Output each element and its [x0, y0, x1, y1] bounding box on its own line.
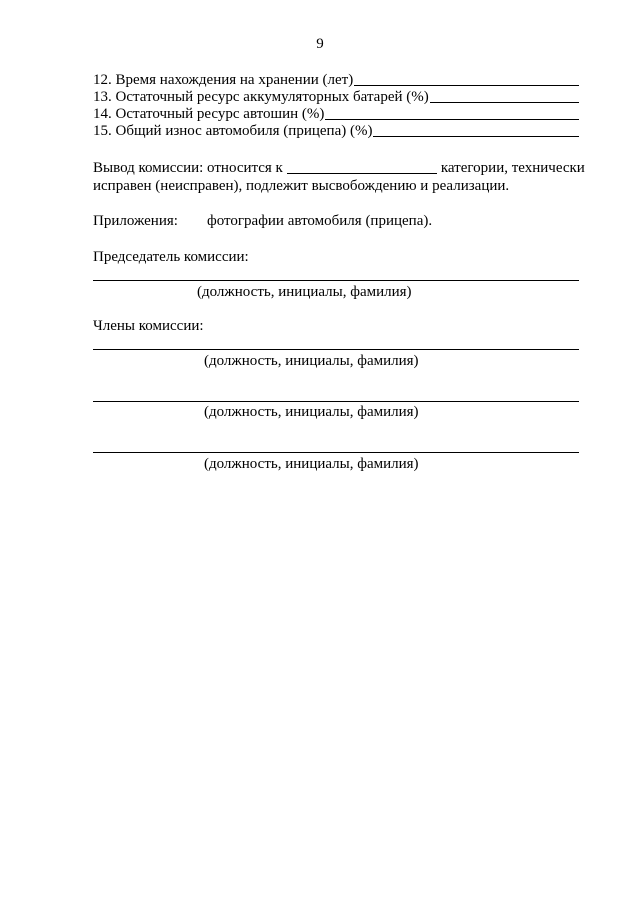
member-signature-line	[93, 452, 579, 453]
attachments-label: Приложения:	[93, 213, 178, 229]
member-caption: (должность, инициалы, фамилия)	[204, 456, 419, 472]
category-fill-in-line	[287, 173, 437, 174]
attachments-value: фотографии автомобиля (прицепа).	[207, 213, 433, 229]
item-total-wear	[93, 123, 579, 140]
item-label: 15. Общий износ автомобиля (прицепа) (%)	[93, 123, 373, 139]
item-label: 14. Остаточный ресурс автошин (%)	[93, 106, 325, 122]
fill-in-line	[430, 102, 579, 103]
members-label: Члены комиссии:	[93, 318, 204, 334]
member-caption: (должность, инициалы, фамилия)	[204, 404, 419, 420]
member-signature-line	[93, 349, 579, 350]
fill-in-line	[325, 119, 579, 120]
conclusion-suffix: категории, технически	[440, 160, 585, 176]
item-label: 13. Остаточный ресурс аккумуляторных батарей (%)	[93, 89, 429, 105]
conclusion-line	[93, 160, 585, 177]
chairman-label: Председатель комиссии:	[93, 249, 249, 265]
fill-in-line	[373, 136, 579, 137]
item-label: 12. Время нахождения на хранении (лет)	[93, 72, 354, 88]
conclusion-prefix: Вывод комиссии: относится к	[93, 160, 283, 176]
chairman-signature-line	[93, 280, 579, 281]
item-battery-resource	[93, 89, 579, 106]
member-caption: (должность, инициалы, фамилия)	[204, 353, 419, 369]
chairman-caption: (должность, инициалы, фамилия)	[197, 284, 412, 300]
member-signature-line	[93, 401, 579, 402]
conclusion-line-2: исправен (неисправен), подлежит высвобождению и реализации.	[93, 178, 510, 194]
page-number: 9	[316, 36, 324, 52]
fill-in-line	[354, 85, 579, 86]
item-tire-resource	[93, 106, 579, 123]
item-storage-time	[93, 72, 579, 89]
